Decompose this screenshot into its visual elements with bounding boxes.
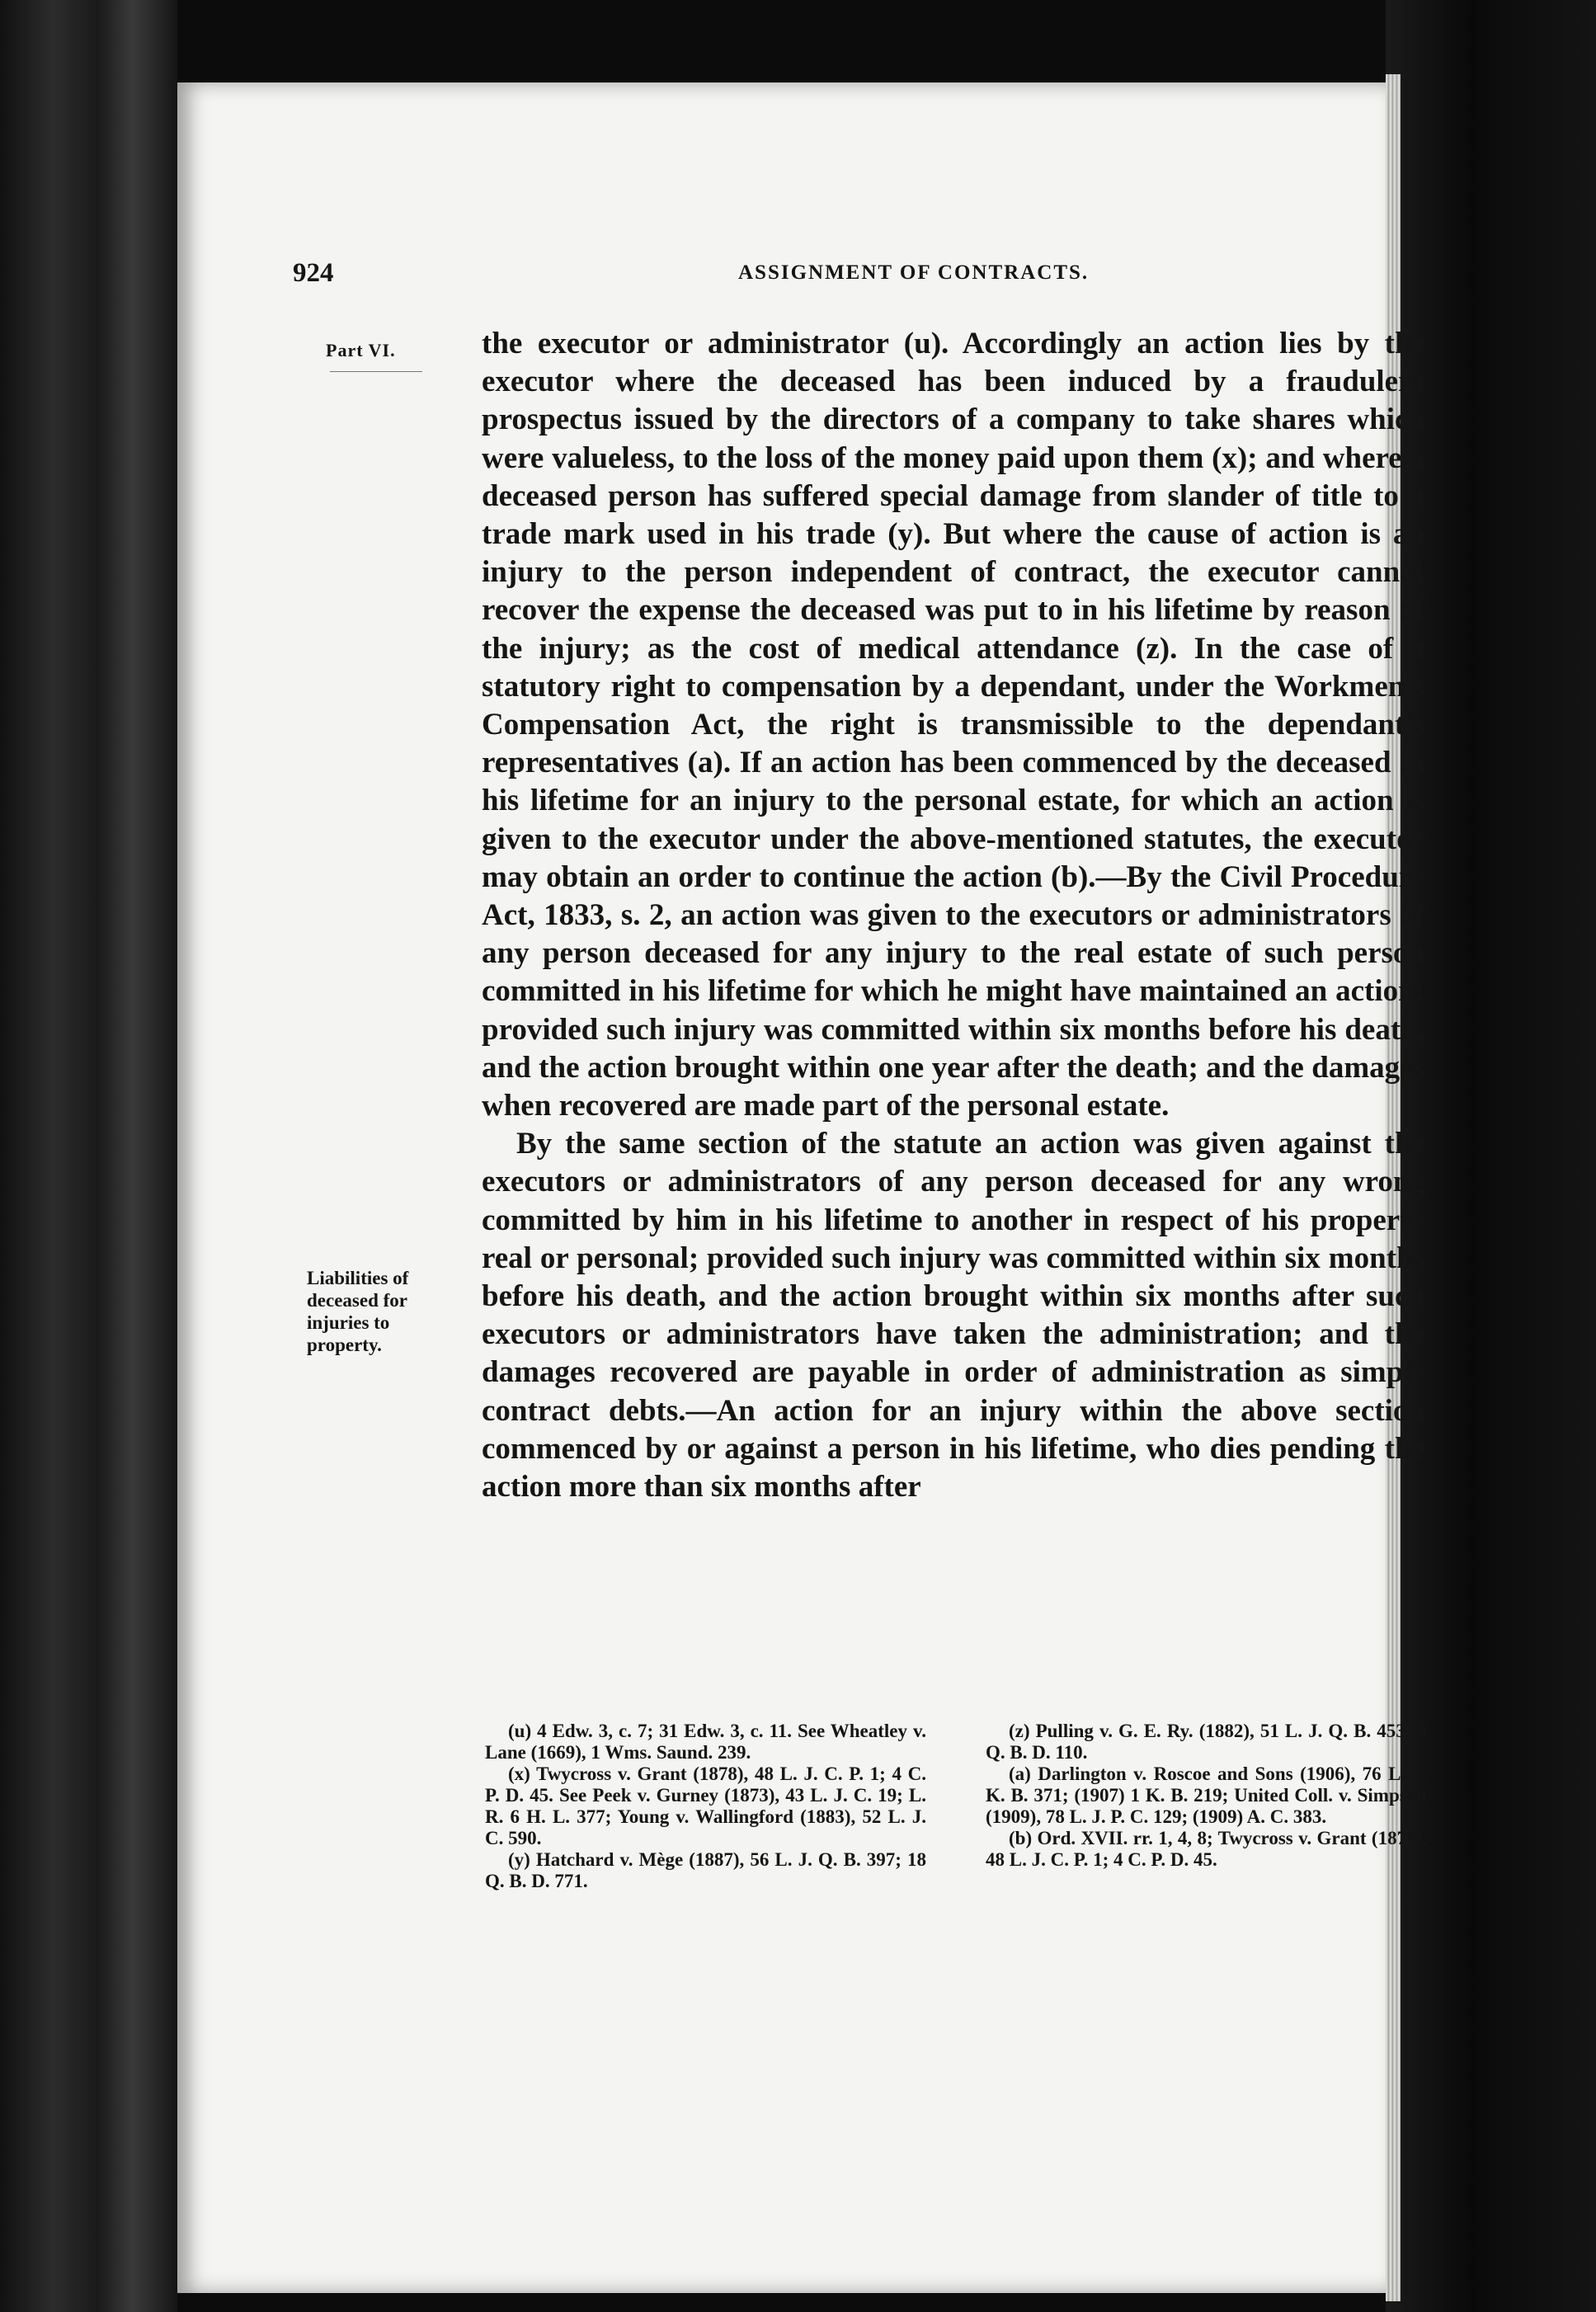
running-head (0, 258, 1596, 291)
footnote: (u) 4 Edw. 3, c. 7; 31 Edw. 3, c. 11. See Wheatley v. Lane (1669), 1 Wms. Saund. 239. (485, 1721, 926, 1763)
footnote: (a) Darlington v. Roscoe and Sons (1906), 76 L. J. K. B. 371; (1907) 1 K. B. 219; United Coll. v. Simpson (1909), 78 L. J. P. C. 129; (1909) A. C. 383. (986, 1763, 1427, 1827)
body-text (482, 325, 1425, 1506)
margin-part-label: Part VI. (326, 340, 396, 360)
paragraph: By the same section of the statute an action was given against the executors or administrators of any person deceased for any wrong committed by him in his lifetime to another in respect of his property real or personal; provided such injury was committed within six months before his death, and the action brought within six months after such executors or administrators have taken the administration; and the damages recovered are payable in order of administration as simple contract debts.—An action for an injury within the above section commenced by or against a person in his lifetime, who dies pending the action more than six months after (482, 1127, 1425, 1504)
footnote: (x) Twycross v. Grant (1878), 48 L. J. C. P. 1; 4 C. P. D. 45. See Peek v. Gurney (1873), 43 L. J. C. 19; L. R. 6 H. L. 377; Young v. Wallingford (1883), 52 L. J. C. 590. (485, 1763, 926, 1848)
page-header-title: ASSIGNMENT OF CONTRACTS. (738, 261, 1090, 284)
footnote: (b) Ord. XVII. rr. 1, 4, 8; Twycross v. Grant (1878), 48 L. J. C. P. 1; 4 C. P. D. 45. (986, 1828, 1427, 1870)
margin-rule (330, 371, 422, 372)
footnote: (z) Pulling v. G. E. Ry. (1882), 51 L. J. Q. B. 453; 9 Q. B. D. 110. (986, 1721, 1427, 1763)
footnotes-right-column (986, 1721, 1427, 1871)
footnotes-left-column (485, 1721, 926, 1892)
page-number: 924 (293, 258, 334, 288)
book-binding (0, 0, 177, 2312)
paragraph: the executor or administrator (u). Accordingly an action lies by the executor where the deceased has been induced by a fraudulent prospectus issued by the directors of a company to take shares which were valueless, to the loss of the money paid upon them (x); and where a deceased person has suffered special damage from slander of title to a trade mark used in his trade (y). But where the cause of action is an injury to the person independent of contract, the executor cannot recover the expense the deceased was put to in his lifetime by reason of the injury; as the cost of medical attendance (z). In the case of a statutory right to compensation by a dependant, under the Workmen's Compensation Act, the right is transmissible to the dependant's representatives (a). If an action has been commenced by the deceased in his lifetime for an injury to the personal estate, for which an action is given to the executor under the above-mentioned statutes, the executor may obtain an order to continue the action (b).—By the Civil Procedure Act, 1833, s. 2, an action was given to the executors or administrators of any person deceased for any injury to the real estate of such person committed in his lifetime for which he might have maintained an action; provided such injury was committed within six months before his death, and the action brought within one year after the death; and the damages when recovered are made part of the personal estate. (482, 327, 1425, 1123)
footnote: (y) Hatchard v. Mège (1887), 56 L. J. Q. B. 397; 18 Q. B. D. 771. (485, 1849, 926, 1891)
margin-note: Liabilities of deceased for injuries to property. (307, 1268, 409, 1355)
